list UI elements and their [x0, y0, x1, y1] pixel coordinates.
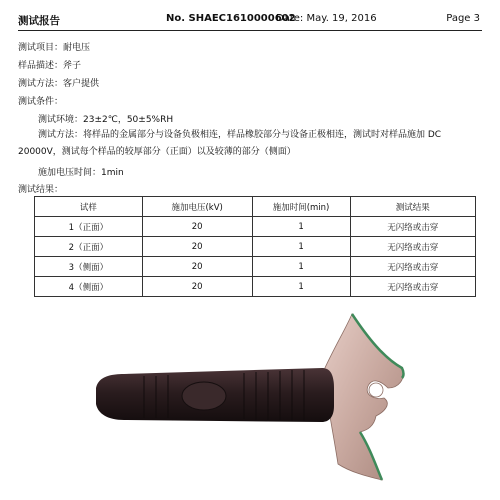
table-cell: 无闪络或击穿 — [350, 257, 475, 277]
column-header: 试样 — [35, 197, 143, 217]
sample-description: 样品描述：斧子 — [18, 61, 82, 71]
results-label: 测试结果： — [18, 185, 64, 195]
table-cell: 无闪络或击穿 — [350, 217, 475, 237]
table-row — [35, 237, 476, 257]
report-title: 测试报告 — [18, 15, 60, 27]
axe-head — [324, 314, 404, 480]
header-divider — [18, 30, 482, 31]
report-number: No. SHAEC1610000602 — [166, 13, 296, 24]
test-environment: 测试环境：23±2℃，50±5%RH — [38, 115, 174, 125]
table-cell: 1 — [252, 217, 350, 237]
results-table — [34, 196, 476, 297]
table-cell: 20 — [142, 237, 252, 257]
axe-photo — [84, 308, 416, 488]
table-cell: 3（侧面） — [35, 257, 143, 277]
table-cell: 无闪络或击穿 — [350, 277, 475, 297]
test-conditions-label: 测试条件： — [18, 97, 64, 107]
report-header — [18, 12, 480, 28]
table-cell: 1（正面） — [35, 217, 143, 237]
test-method-detail: 测试方法：将样品的金属部分与设备负极相连，样品橡胶部分与设备正极相连，测试时对样品施加 DC 20000V，测试每个样品的较厚部分（正面）以及较薄的部分（侧面） — [18, 130, 442, 157]
table-row — [35, 277, 476, 297]
table-cell: 1 — [252, 277, 350, 297]
voltage-duration: 施加电压时间：1min — [38, 168, 124, 178]
column-header: 测试结果 — [350, 197, 475, 217]
table-header-row — [35, 197, 476, 217]
table-row — [35, 217, 476, 237]
table-cell: 20 — [142, 257, 252, 277]
column-header: 施加电压(kV) — [142, 197, 252, 217]
table-row — [35, 257, 476, 277]
test-item: 测试项目：耐电压 — [18, 43, 91, 53]
table-cell: 2（正面） — [35, 237, 143, 257]
table-cell: 1 — [252, 237, 350, 257]
axe-handle — [96, 368, 334, 422]
page-number: Page 3 — [446, 13, 480, 24]
table-cell: 20 — [142, 277, 252, 297]
test-method-source: 测试方法：客户提供 — [18, 79, 100, 89]
table-cell: 1 — [252, 257, 350, 277]
report-date: Date: May. 19, 2016 — [276, 13, 377, 24]
column-header: 施加时间(min) — [252, 197, 350, 217]
table-cell: 无闪络或击穿 — [350, 237, 475, 257]
table-cell: 20 — [142, 217, 252, 237]
table-cell: 4（侧面） — [35, 277, 143, 297]
